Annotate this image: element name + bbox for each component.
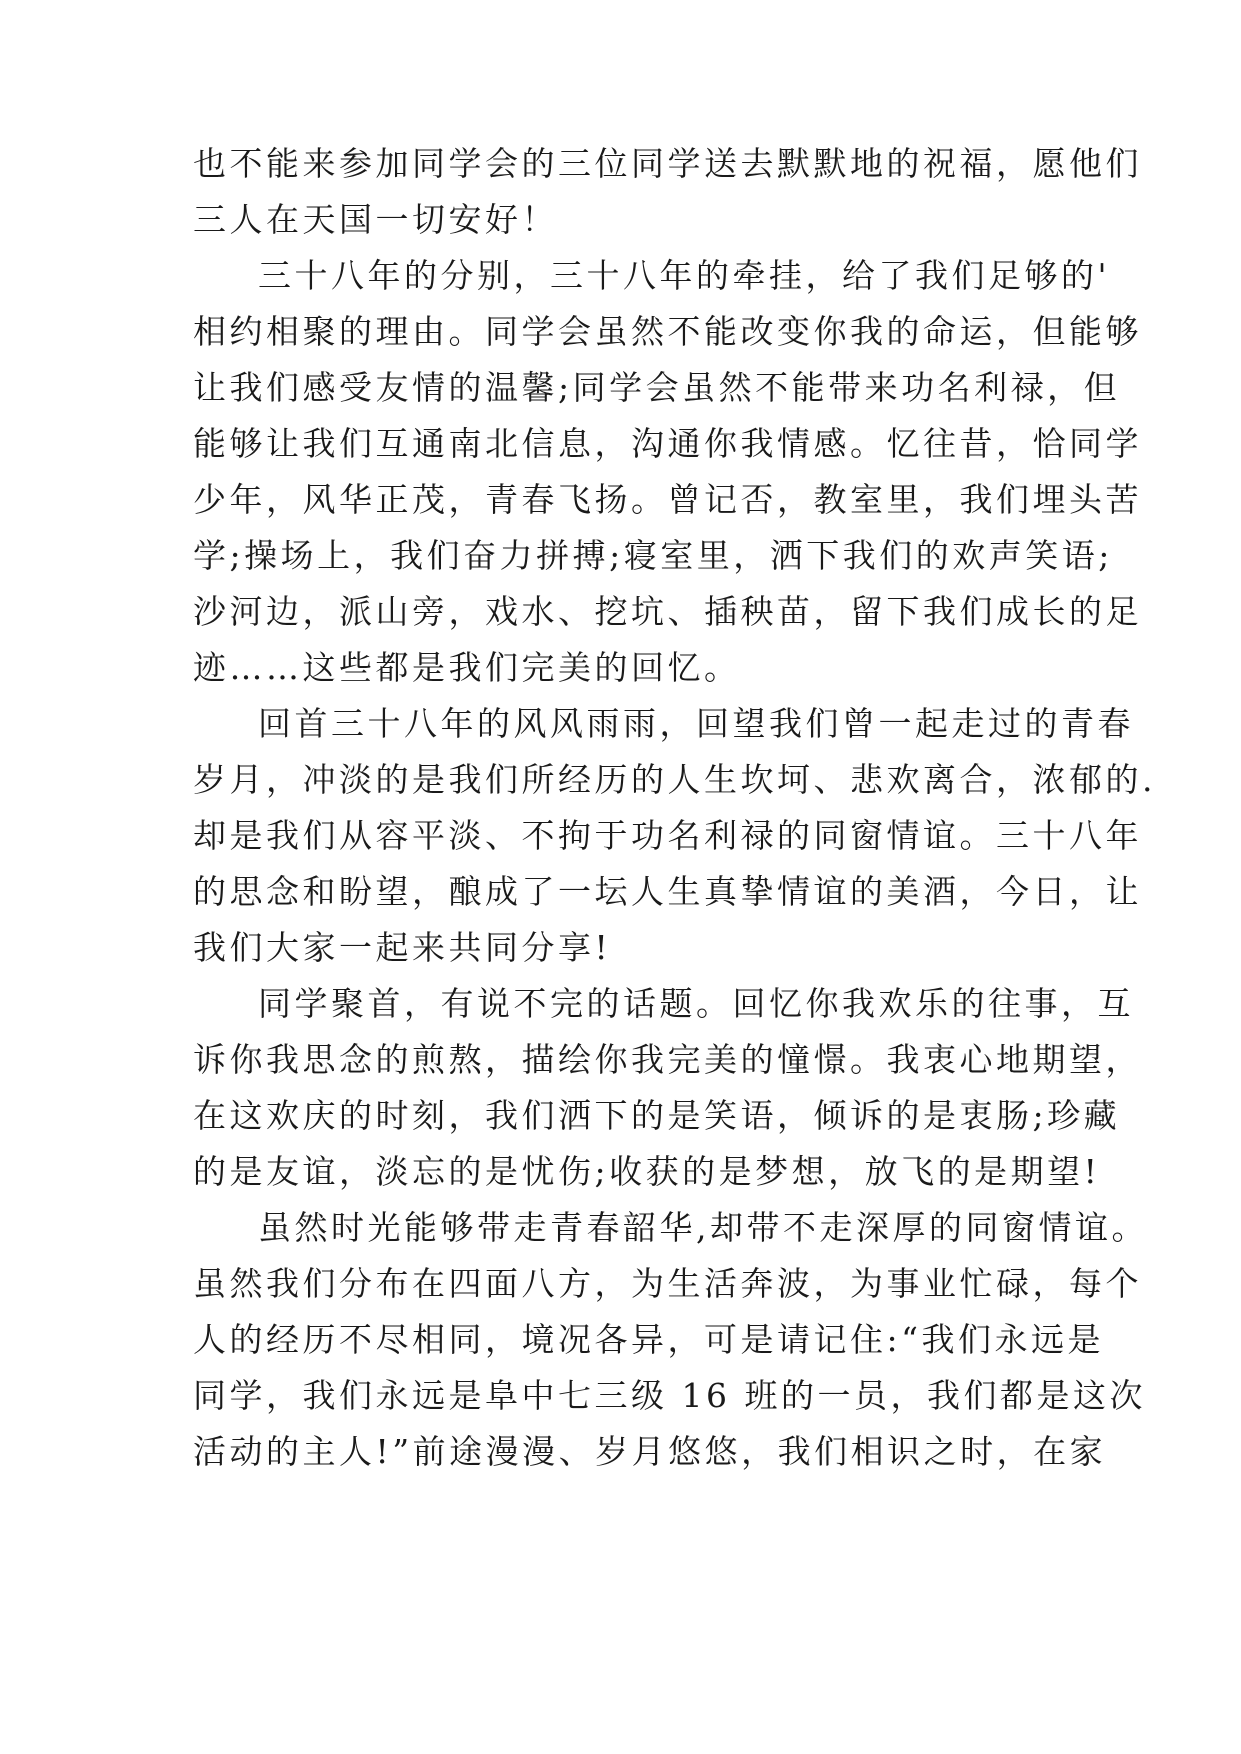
text-line: 的是友谊，淡忘的是忧伤;收获的是梦想，放飞的是期望!: [193, 1152, 1101, 1191]
text-line: 的思念和盼望，酿成了一坛人生真挚情谊的美酒，今日，让: [193, 872, 1142, 911]
text-line: 相约相聚的理由。同学会虽然不能改变你我的命运，但能够: [193, 312, 1142, 351]
text-line: 我们大家一起来共同分享!: [193, 928, 612, 967]
paragraph-first-line: 同学聚首，有说不完的话题。回忆你我欢乐的往事，互: [258, 984, 1134, 1023]
text-line: 虽然我们分布在四面八方，为生活奔波，为事业忙碌，每个: [193, 1264, 1142, 1303]
text-line: 诉你我思念的煎熬，描绘你我完美的憧憬。我衷心地期望，: [193, 1040, 1142, 1079]
text-line: 同学，我们永远是阜中七三级 16 班的一员，我们都是这次: [193, 1376, 1146, 1415]
text-line: 也不能来参加同学会的三位同学送去默默地的祝福，愿他们: [193, 144, 1142, 183]
paragraph-first-line: 虽然时光能够带走青春韶华,却带不走深厚的同窗情谊。: [258, 1208, 1148, 1247]
text-line: 沙河边，派山旁，戏水、挖坑、插秧苗，留下我们成长的足: [193, 592, 1142, 631]
text-line: 迹……这些都是我们完美的回忆。: [193, 648, 741, 687]
text-line: 三人在天国一切安好！: [193, 200, 558, 239]
text-line: 能够让我们互通南北信息，沟通你我情感。忆往昔，恰同学: [193, 424, 1142, 463]
text-line: 在这欢庆的时刻，我们洒下的是笑语，倾诉的是衷肠;珍藏: [193, 1096, 1121, 1135]
paragraph-first-line: 回首三十八年的风风雨雨，回望我们曾一起走过的青春: [258, 704, 1134, 743]
text-line: 学;操场上，我们奋力拼搏;寝室里，洒下我们的欢声笑语;: [193, 536, 1113, 575]
text-line: 让我们感受友情的温馨;同学会虽然不能带来功名利禄，但: [193, 368, 1121, 407]
text-line: 岁月，冲淡的是我们所经历的人生坎坷、悲欢离合，浓郁的.: [193, 760, 1156, 799]
text-line: 却是我们从容平淡、不拘于功名利禄的同窗情谊。三十八年: [193, 816, 1142, 855]
paragraph-first-line: 三十八年的分别，三十八年的牵挂，给了我们足够的': [258, 256, 1111, 295]
text-line: 少年，风华正茂，青春飞扬。曾记否，教室里，我们埋头苦: [193, 480, 1142, 519]
text-line: 人的经历不尽相同，境况各异，可是请记住:“我们永远是: [193, 1320, 1104, 1359]
text-line: 活动的主人!”前途漫漫、岁月悠悠，我们相识之时，在家: [193, 1432, 1107, 1471]
